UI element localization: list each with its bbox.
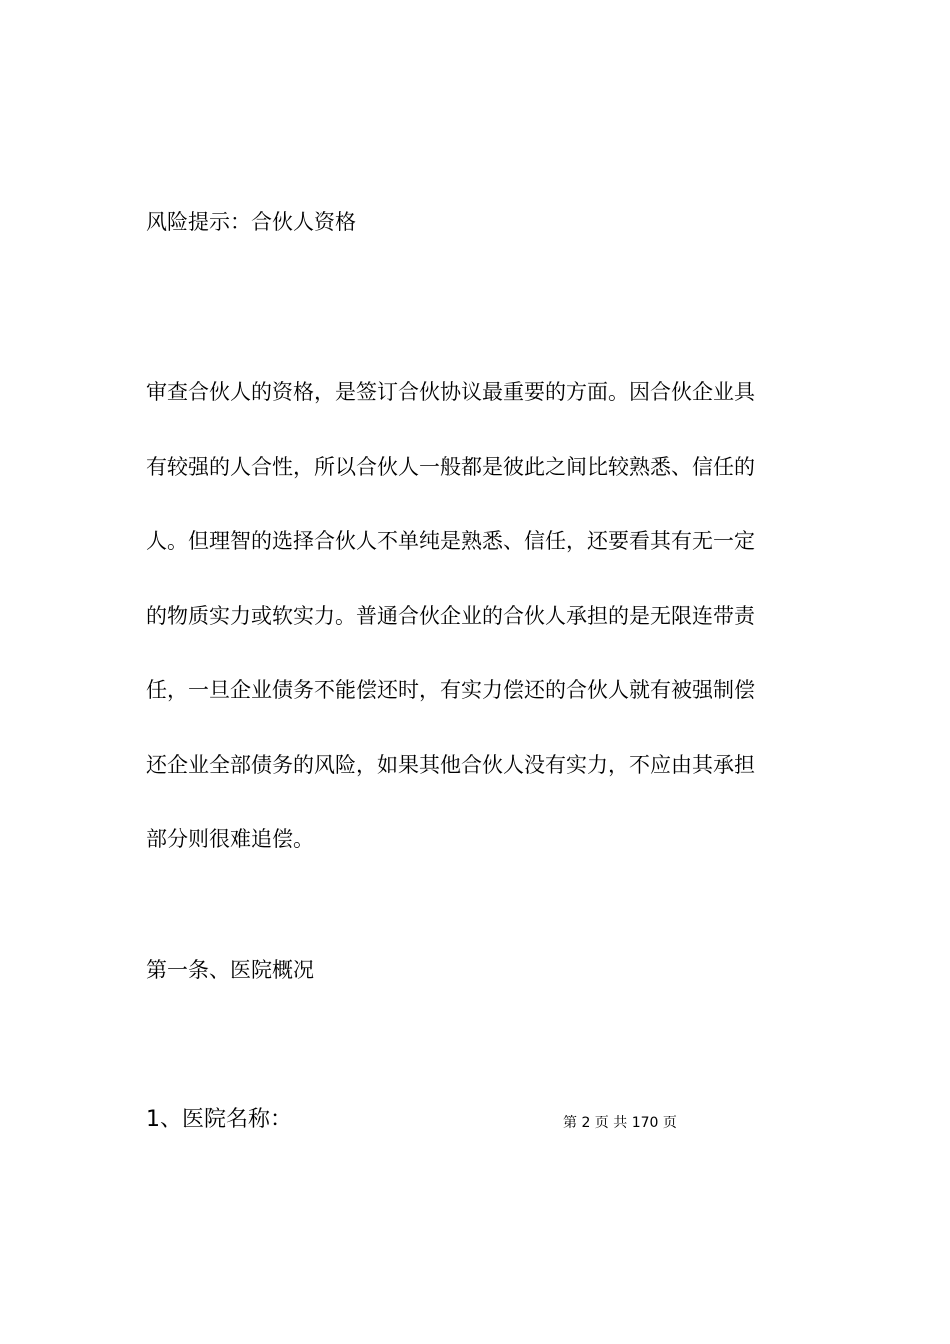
page-number-indicator: 第 2 页 共 170 页 [563,1115,677,1131]
paragraph-line: 的物质实力或软实力。普通合伙企业的合伙人承担的是无限连带责 [146,603,755,628]
paragraph-line: 任，一旦企业债务不能偿还时，有实力偿还的合伙人就有被强制偿 [146,678,755,702]
paragraph-line: 审查合伙人的资格，是签订合伙协议最重要的方面。因合伙企业具 [146,380,755,404]
paragraph-line: 还企业全部债务的风险，如果其他合伙人没有实力，不应由其承担 [146,752,755,777]
paragraph-line: 部分则很难追偿。 [146,827,314,851]
hospital-name-label: 1、医院名称： [146,1107,292,1132]
article-heading: 第一条、医院概况 [146,958,314,982]
paragraph-line: 有较强的人合性，所以合伙人一般都是彼此之间比较熟悉、信任的 [146,454,755,479]
risk-notice-paragraph [146,355,806,877]
paragraph-line: 人。但理智的选择合伙人不单纯是熟悉、信任，还要看其有无一定 [146,529,755,553]
risk-notice-heading: 风险提示：合伙人资格 [146,210,356,234]
